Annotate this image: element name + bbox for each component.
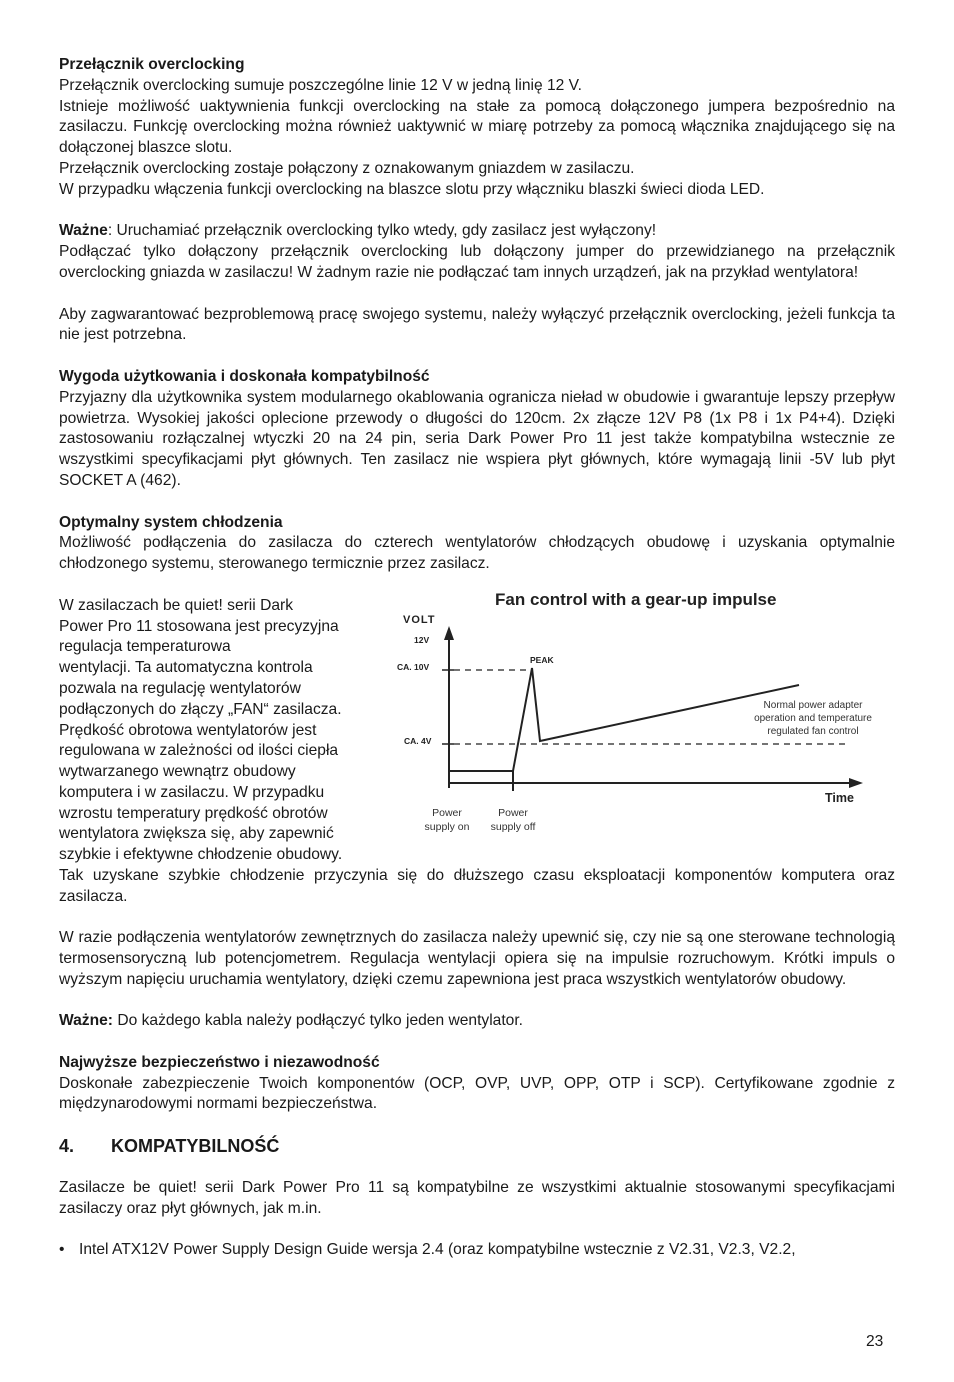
- x-axis-arrow: [849, 778, 863, 788]
- paragraph: Możliwość podłączenia do zasilacza do czterech wentylatorów chłodzących obudowę i uzyskania optymalnie chłodzonego systemu, sterowanego termicznie przez zasilacz.: [59, 534, 895, 573]
- page-number: 23: [866, 1333, 884, 1350]
- note-line-2: operation and temperature: [754, 712, 872, 724]
- power-off-label-2: supply off: [490, 820, 536, 833]
- chapter-title: KOMPATYBILNOŚĆ: [111, 1136, 280, 1157]
- warning-label: Ważne:: [59, 1012, 113, 1030]
- heading-overclocking: Przełącznik overclocking: [59, 56, 245, 73]
- paragraph: Przyjazny dla użytkownika system modularnego okablowania ogranicza nieład w obudowie i gwarantuje lepszy przepływ powietrza. Wysokiej jakości oplecione przewody o długości do 120cm. 2x złącze 12V P8 (1x P8 i 1x P4+4). Dzięki zastosowaniu rozłączalnej wtyczki 20 na 24 pin, seria Dark Power Pro 11 jest także kompatybilna wstecznie ze wszystkimi specyfikacjami płyt głównych. Ten zasilacz nie wspiera płyt głównych, które wymagają linii -5V lub płyt SOCKET A (462).: [59, 388, 895, 489]
- tick-12v: 12V: [414, 634, 430, 645]
- list-item-text: Intel ATX12V Power Supply Design Guide wersja 2.4 (oraz kompatybilne wstecznie z V2.31, V2.3, V2.2,: [79, 1241, 796, 1259]
- paragraph: W razie podłączenia wentylatorów zewnętrznych do zasilacza należy upewnić się, czy nie są one sterowane technologią termosensoryczną lub potencjometrem. Regulacja wentylacji opiera się na impulsie rozruchowym. Krótki impuls o wyższym napięciu uruchamia wentylatory, dzięki czemu zapewniona jest praca wszystkich wentylatorów obudowy.: [59, 929, 895, 988]
- paragraph: Podłączać tylko dołączony przełącznik overclocking lub dołączony jumper do przewidzianego na przełącznik overclocking gniazda w zasilaczu! W żadnym razie nie podłączać tam innych urządzeń, jak na przykład wentylatora!: [59, 243, 895, 281]
- note-line-3: regulated fan control: [767, 725, 859, 737]
- column-line: wentylacji. Ta automatyczna kontrola: [59, 659, 313, 677]
- bullet-marker: •: [59, 1241, 65, 1259]
- column-line: pozwala na regulację wentylatorów: [59, 679, 301, 697]
- column-line: regulacja temperaturowa: [59, 638, 231, 656]
- document-page: [59, 55, 895, 1261]
- paragraph: Doskonałe zabezpieczenie Twoich komponentów (OCP, OVP, UVP, OPP, OTP i SCP). Certyfikowane zgodnie z międzynarodowymi normami bezpieczeństwa.: [59, 1074, 895, 1113]
- column-line: Power Pro 11 stosowana jest precyzyjna: [59, 617, 339, 635]
- paragraph: Tak uzyskane szybkie chłodzenie przyczynia się do dłuższego czasu eksploatacji komponentów komputera oraz zasilacza.: [59, 866, 895, 905]
- warning-overclocking: [59, 221, 895, 283]
- peak-label: PEAK: [530, 654, 554, 665]
- chart-title: Fan control with a gear-up impulse: [495, 589, 777, 609]
- warning-line: [59, 221, 895, 242]
- tick-10v: CA. 10V: [397, 661, 430, 672]
- section-compatibility: [59, 367, 895, 492]
- section-overclocking: [59, 55, 895, 201]
- heading-cooling: Optymalny system chłodzenia: [59, 513, 283, 531]
- column-line: wentylatora zwiększa się, aby zapewnić: [59, 825, 334, 843]
- paragraph: Aby zagwarantować bezproblemową pracę swojego systemu, należy wyłączyć przełącznik overclocking, jeżeli funkcja ta nie jest potrzebna.: [59, 305, 895, 344]
- note-line-1: Normal power adapter: [763, 699, 863, 711]
- warning-text: Do każdego kabla należy podłączyć tylko jeden wentylator.: [113, 1012, 524, 1030]
- paragraph: Istnieje możliwość uaktywnienia funkcji overclocking na stałe za pomocą dołączonego jumpera bezpośrednio na zasilaczu. Funkcję overclocking można również uaktywnić w miarę potrzeby za pomocą włącznika znajdującego się na dołączonej blaszce slotu.: [59, 97, 895, 157]
- paragraph: Przełącznik overclocking zostaje połączony z oznakowanym gniazdem w zasilaczu.: [59, 159, 635, 177]
- chapter-number: 4.: [59, 1136, 75, 1157]
- column-line: komputera i w zasilaczu. W przypadku: [59, 783, 325, 801]
- chapter-heading: [59, 1136, 895, 1157]
- chapter-intro: [59, 1178, 895, 1220]
- list-item: [59, 1240, 895, 1261]
- warning-fans: [59, 1011, 895, 1032]
- cooling-two-column: [59, 589, 895, 866]
- power-on-label-2: supply on: [424, 820, 470, 833]
- section-external-fans: [59, 928, 895, 990]
- warning-label: Ważne: [59, 222, 108, 240]
- section-safety: [59, 1053, 895, 1115]
- power-on-label-1: Power: [432, 806, 462, 819]
- paragraph: W przypadku włączenia funkcji overclocking na blaszce slotu przy włączniku blaszki świeci dioda LED.: [59, 180, 765, 198]
- power-off-label-1: Power: [498, 806, 528, 819]
- section-cooling: [59, 513, 895, 575]
- tick-4v: CA. 4V: [404, 735, 432, 746]
- fan-control-chart: [389, 588, 899, 838]
- column-line: podłączonych do złączy „FAN“ zasilacza.: [59, 700, 342, 718]
- cooling-column-text: [59, 596, 378, 866]
- y-axis-arrow: [444, 626, 454, 640]
- column-line: wytwarzanego wewnątrz obudowy: [59, 763, 296, 781]
- heading-compatibility: Wygoda użytkowania i doskonała kompatybilność: [59, 367, 430, 385]
- chart-xlabel: Time: [825, 790, 854, 805]
- paragraph: Przełącznik overclocking sumuje poszczególne linie 12 V w jedną linię 12 V.: [59, 76, 582, 94]
- warning-text: : Uruchamiać przełącznik overclocking tylko wtedy, gdy zasilacz jest wyłączony!: [107, 222, 657, 240]
- column-line: szybkie i efektywne chłodzenie obudowy.: [59, 846, 343, 864]
- paragraph: Zasilacze be quiet! serii Dark Power Pro 11 są kompatybilne ze wszystkimi aktualnie stosowanymi specyfikacjami zasilaczy oraz płyt głównych, jak m.in.: [59, 1178, 895, 1217]
- column-line: Prędkość obrotowa wentylatorów jest: [59, 721, 317, 739]
- column-line: wzrostu temperatury prędkość obrotów: [59, 804, 328, 822]
- column-line: regulowana w zależności od ilości ciepła: [59, 742, 339, 760]
- chart-ylabel: VOLT: [403, 613, 436, 626]
- section-disable: [59, 305, 895, 347]
- fan-voltage-line: [449, 668, 799, 771]
- section-after-column: [59, 866, 895, 908]
- warning-line: [59, 1011, 895, 1032]
- column-line: W zasilaczach be quiet! serii Dark: [59, 596, 293, 614]
- heading-safety: Najwyższe bezpieczeństwo i niezawodność: [59, 1053, 380, 1071]
